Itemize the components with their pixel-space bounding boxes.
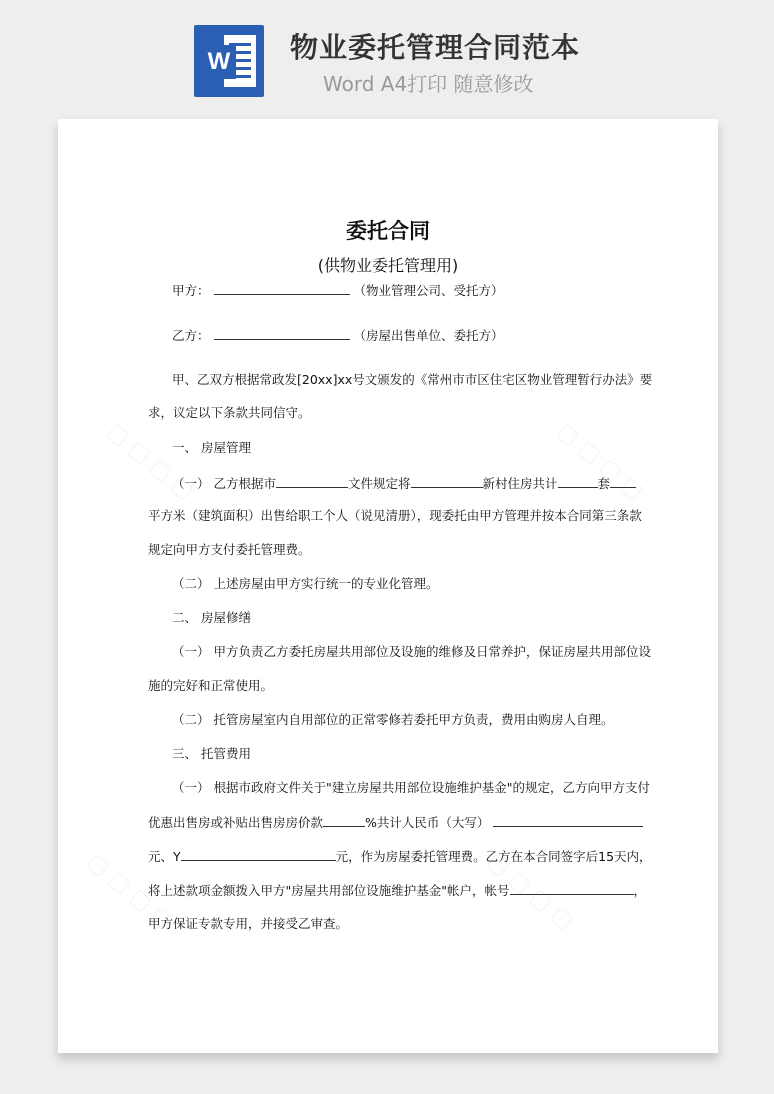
text-segment: 文件规定将 [347,476,411,491]
document-title: 委托合同 [346,219,430,243]
text-segment: 新村住房共计 [482,476,558,491]
text-segment: 元、Y [148,849,181,864]
text-segment: 套 [597,476,611,491]
section-1-para-1-line-2: 平方米（建筑面积）出售给职工个人（说见清册），现委托由甲方管理并按本合同第三条款 [148,508,642,523]
section-3-para-1-line-4 [148,881,647,900]
text-segment: %共计人民币（大写） [365,815,490,830]
party-b-note: （房屋出售单位、委托方） [353,328,504,343]
amount-number-blank[interactable] [181,847,336,861]
section-3-para-1-line-2 [148,813,633,832]
section-2-para-2: （二） 托管房屋室内自用部位的正常零修若委托甲方负责，费用由购房人自理。 [172,712,614,727]
section-2-para-1-line-2: 施的完好和正常使用。 [148,678,274,693]
text-segment: （一） 乙方根据市 [172,476,276,491]
section-1-para-1-line-1 [172,474,657,493]
party-b-label: 乙方： [172,328,210,343]
party-a-line [172,281,657,300]
account-number-blank[interactable] [510,881,634,895]
city-blank[interactable] [276,474,348,488]
intro-line-2: 求，议定以下条款共同信守。 [148,405,311,420]
word-logo-letter: W [202,45,236,79]
section-1-para-2: （二） 上述房屋由甲方实行统一的专业化管理。 [172,576,439,591]
amount-words-blank[interactable] [493,813,643,827]
document-subtitle: (供物业委托管理用) [317,256,459,275]
party-b-line [172,326,657,345]
area-blank[interactable] [610,474,636,488]
section-2-heading: 二、 房屋修缮 [172,610,251,625]
section-2-para-1-line-1: （一） 甲方负责乙方委托房屋共用部位及设施的维修及日常养护，保证房屋共用部位设 [172,644,651,659]
section-3-para-1-line-3 [148,847,652,866]
unit-count-blank[interactable] [558,474,598,488]
section-3-heading: 三、 托管费用 [172,746,251,761]
header-subtitle: Word A4打印 随意修改 [323,72,534,96]
header [0,0,774,112]
text-segment: 元，作为房屋委托管理费。乙方在本合同签字后15天内， [335,849,652,864]
intro-line-1: 甲、乙双方根据常政发[20xx]xx号文颁发的《常州市市区住宅区物业管理暂行办法》要 [172,372,653,387]
section-3-para-1-line-5: 甲方保证专款专用，并接受乙审查。 [148,916,349,931]
party-a-blank[interactable] [214,281,350,295]
section-3-para-1-line-1: （一） 根据市政府文件关于"建立房屋共用部位设施维护基金"的规定，乙方向甲方支付 [172,780,650,795]
party-a-note: （物业管理公司、受托方） [353,283,504,298]
text-segment: 将上述款项金额拨入甲方"房屋共用部位设施维护基金"帐户，帐号 [148,883,510,898]
village-blank[interactable] [411,474,483,488]
percent-blank[interactable] [323,813,365,827]
text-segment: ， [633,883,647,898]
section-1-heading: 一、 房屋管理 [172,440,251,455]
section-1-para-1-line-3: 规定向甲方支付委托管理费。 [148,542,311,557]
party-b-blank[interactable] [214,326,350,340]
header-title: 物业委托管理合同范本 [290,31,581,64]
party-a-label: 甲方： [172,283,210,298]
text-segment: 优惠出售房或补贴出售房房价款 [148,815,324,830]
document-page [58,119,718,1053]
word-icon [194,25,264,97]
